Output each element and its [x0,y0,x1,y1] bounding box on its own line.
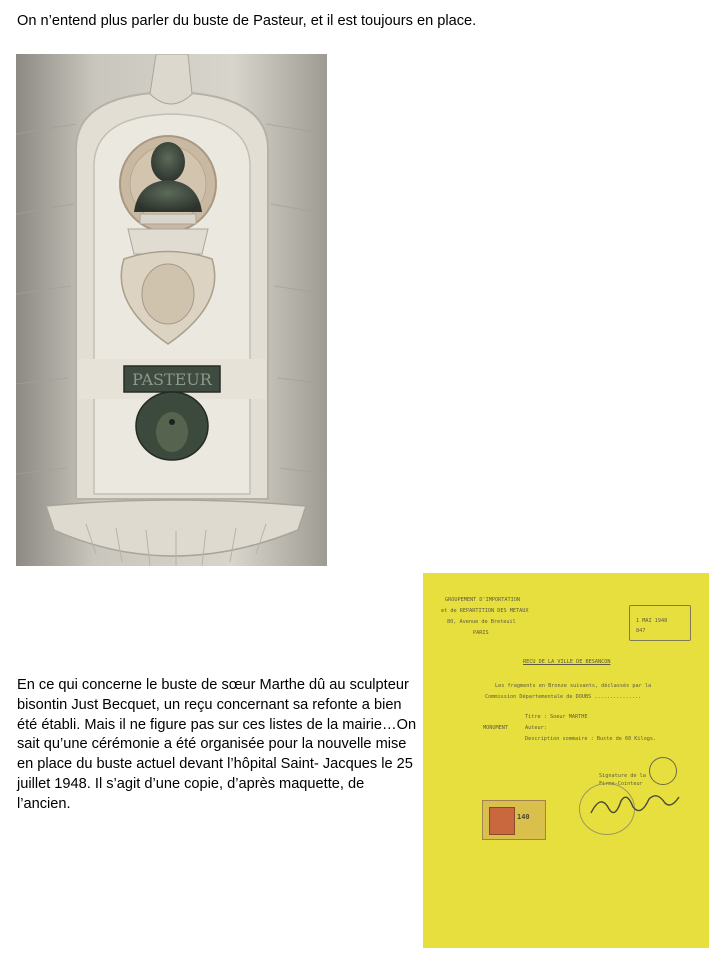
stamp-date: 1 MAI 1948 [636,618,668,624]
stamp-reference: 847 [636,628,646,634]
receipt-body-line: Les fragments en Bronze suivants, déclassés par la [495,683,652,689]
plaque-inscription: PASTEUR [132,370,212,389]
receipt-title: RECU DE LA VILLE DE BESANCON [523,659,611,665]
monument-label: MONUMENT [483,725,508,731]
pasteur-bust-photo [16,54,327,566]
fiscal-stamp-seal [489,807,515,835]
body-paragraph: En ce qui concerne le buste de sœur Marthe dû au sculpteur bisontin Just Becquet, un reçu concernant sa refonte a bien été établi. Mais il ne figure pas sur ces listes de la mairie…On sait qu’une cérémonie a été organisée pour la nouvelle mise en place du buste actuel devant l’hôpital Saint- Jacques le 25 juillet 1948. Il s’agit d’une copie, d’après maquette, de l’ancien. [17,677,417,812]
monument-line: Titre : Soeur MARTHE [525,714,588,720]
fiscal-stamp [482,800,546,840]
handwritten-signature [587,787,683,823]
date-stamp [629,605,691,641]
receipt-header-line: GROUPEMENT D'IMPORTATION [445,597,520,603]
receipt-header-line: 80, Avenue de Breteuil [447,619,516,625]
receipt-header-line: PARIS [473,630,489,636]
monument-line: Auteur: [525,725,547,731]
signature-caption: Firme-Cointeur [599,781,643,787]
intro-text: On n’entend plus parler du buste de Pasteur, et il est toujours en place. [17,13,477,29]
signature-caption: Signature de la [599,773,646,779]
round-stamp [649,757,677,785]
monument-line: Description sommaire : Buste de 60 Kilogs. [525,736,657,742]
fiscal-stamp-value: 140 [517,813,530,821]
receipt-document [423,573,709,948]
receipt-body-line: Commission Départementale de DOUBS ............... [485,694,642,700]
receipt-header-line: et de REPARTITION DES METAUX [441,608,529,614]
pasteur-bust-illustration [16,54,327,566]
